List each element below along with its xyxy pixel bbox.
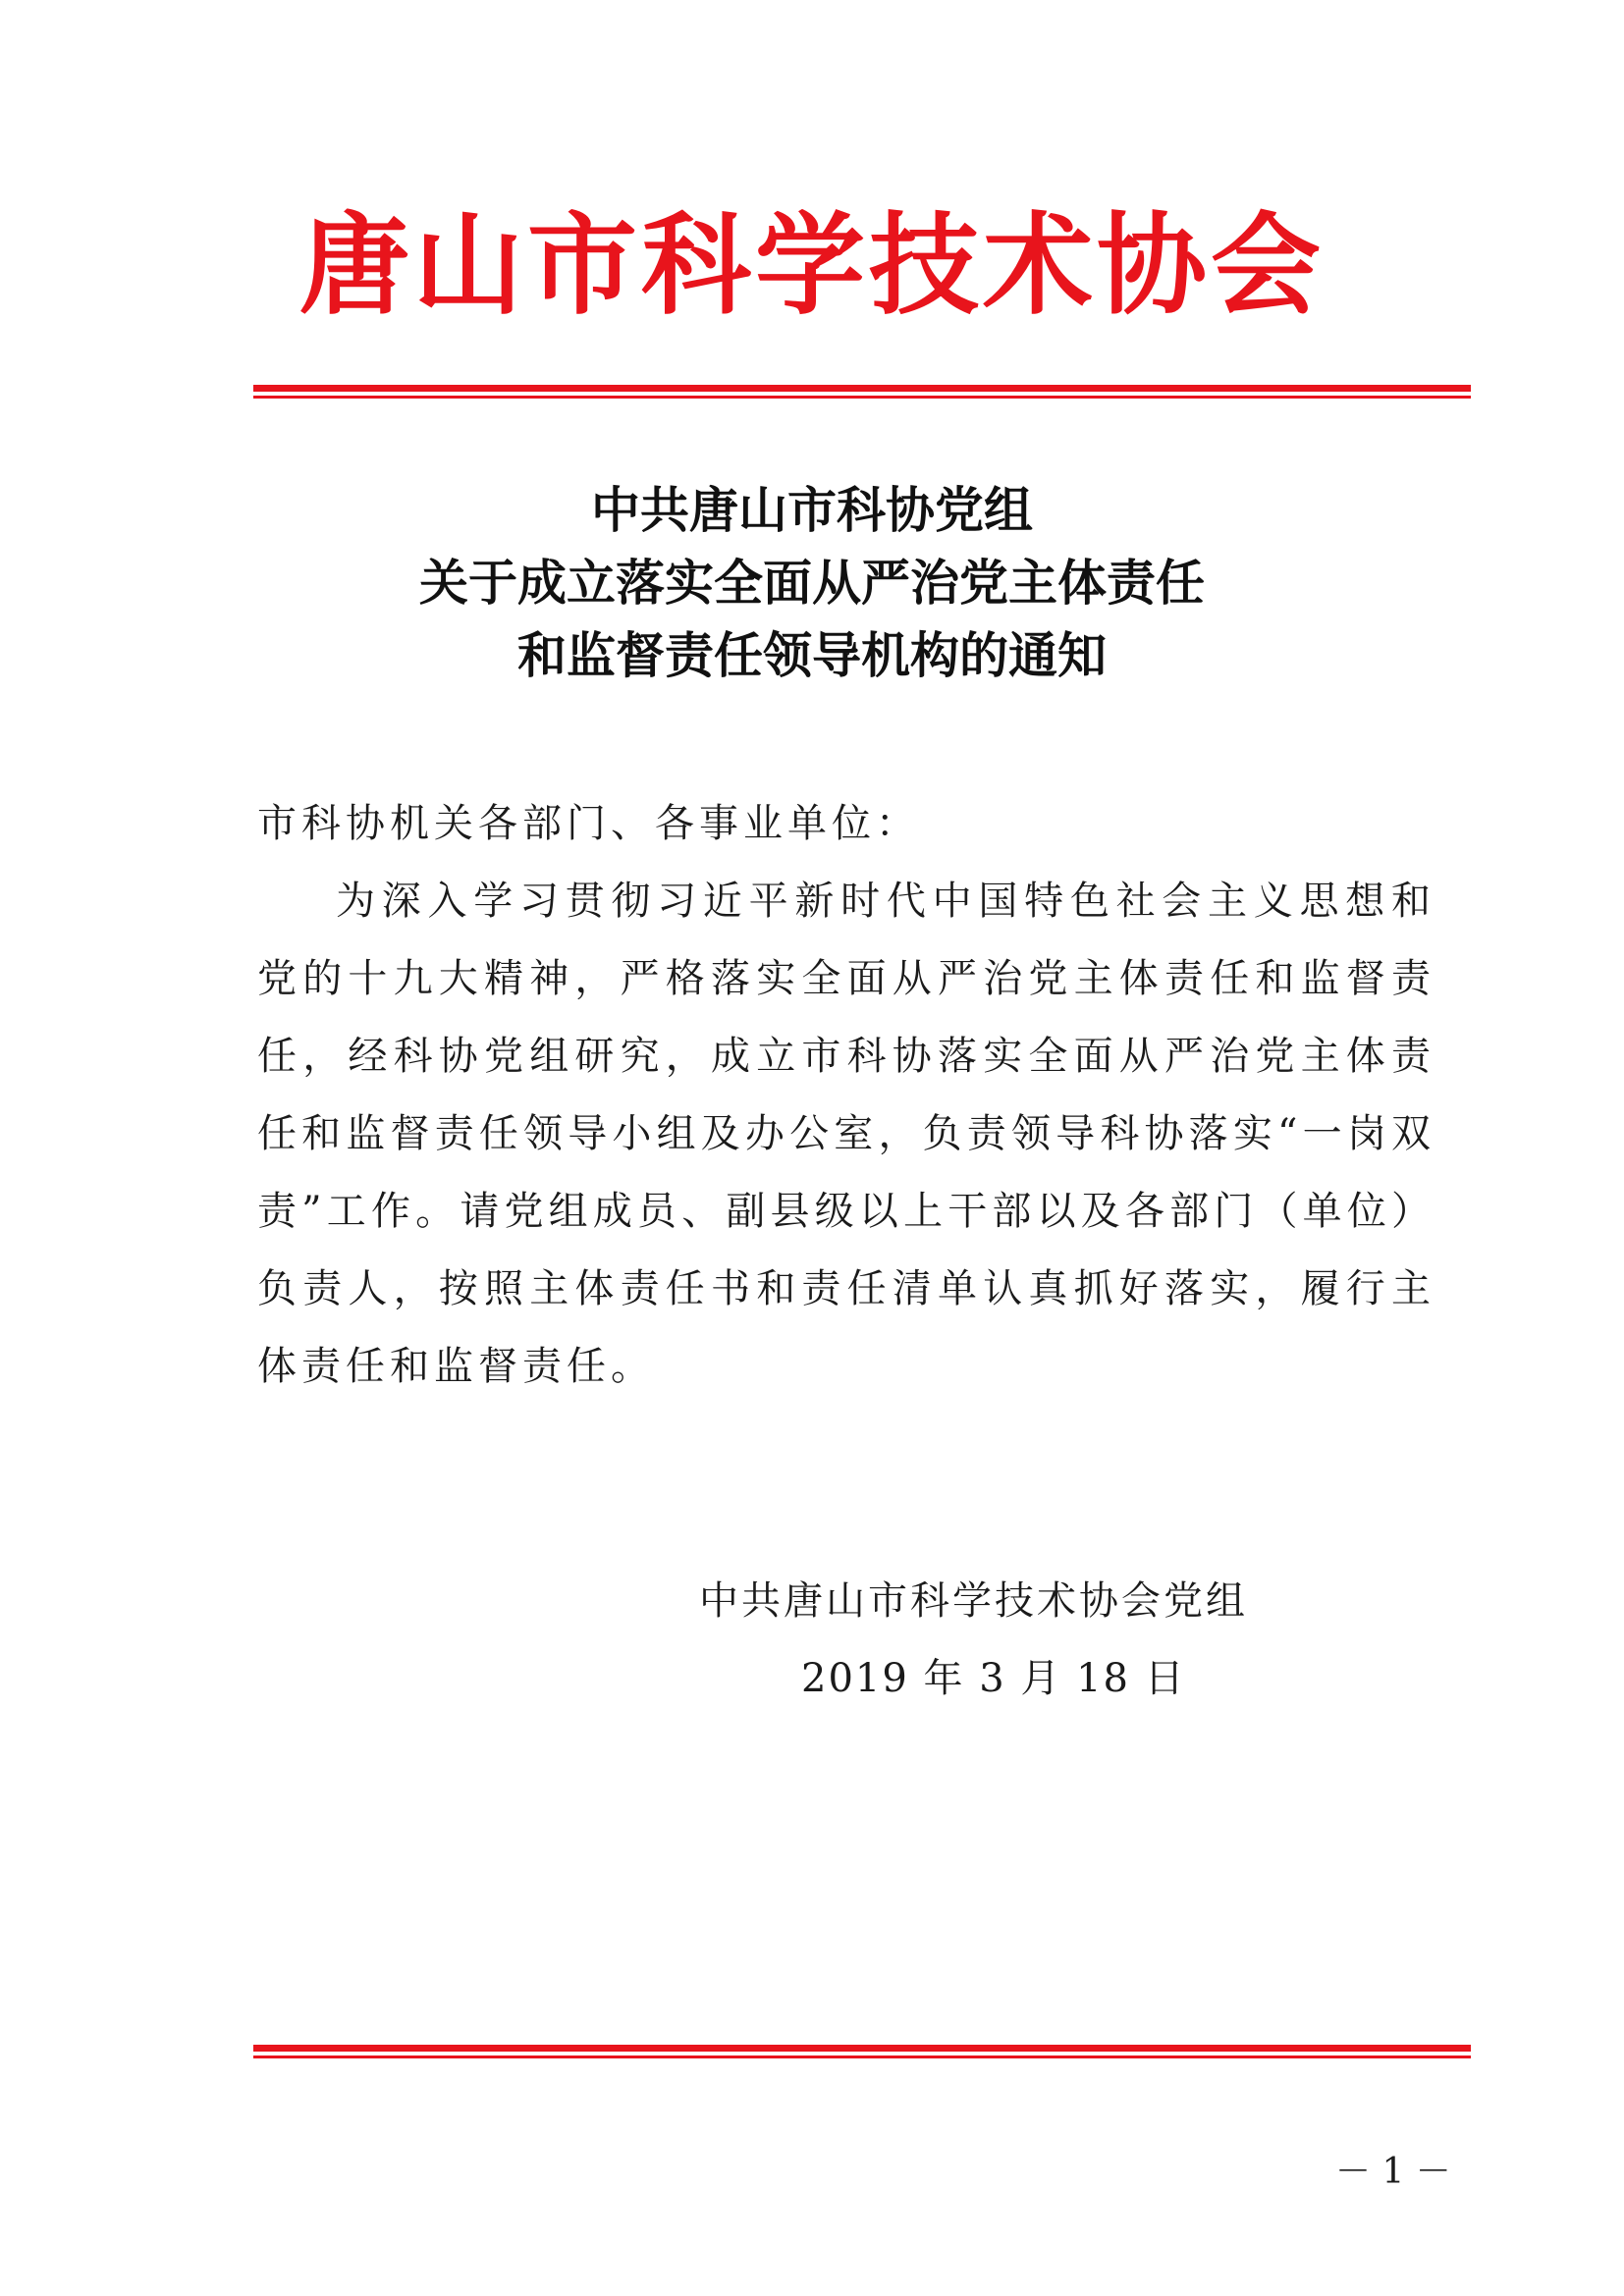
- footer-red-divider: [253, 2045, 1471, 2058]
- issue-date: 2019 年 3 月 18 日: [801, 1656, 1186, 1701]
- header-divider-thick-line: [253, 385, 1471, 392]
- masthead-organization-name: 唐山市科学技术协会: [299, 201, 1325, 330]
- document-body: [257, 785, 1435, 1406]
- header-red-divider: [253, 385, 1471, 399]
- title-line-1: 中共唐山市科协党组: [591, 481, 1033, 539]
- salutation: 市科协机关各部门、各事业单位：: [257, 801, 920, 846]
- header-divider-thin-line: [253, 396, 1471, 399]
- footer-divider-thick-line: [253, 2045, 1471, 2052]
- issuer-signature: 中共唐山市科学技术协会党组: [699, 1578, 1248, 1624]
- title-line-3: 和监督责任领导机构的通知: [517, 626, 1107, 684]
- document-title: [0, 474, 1624, 692]
- body-paragraph: 为深入学习贯彻习近平新时代中国特色社会主义思想和党的十九大精神，严格落实全面从严治党主体责任和监督责任，经科协党组研究，成立市科协落实全面从严治党主体责任和监督责任领导小组及办公室，负责领导科协落实“一岗双责”工作。请党组成员、副县级以上干部以及各部门（单位）负责人，按照主体责任书和责任清单认真抓好落实，履行主体责任和监督责任。: [257, 879, 1435, 1389]
- page-number: － 1 －: [1335, 2152, 1451, 2192]
- footer-divider-thin-line: [253, 2056, 1471, 2058]
- title-line-2: 关于成立落实全面从严治党主体责任: [419, 554, 1205, 612]
